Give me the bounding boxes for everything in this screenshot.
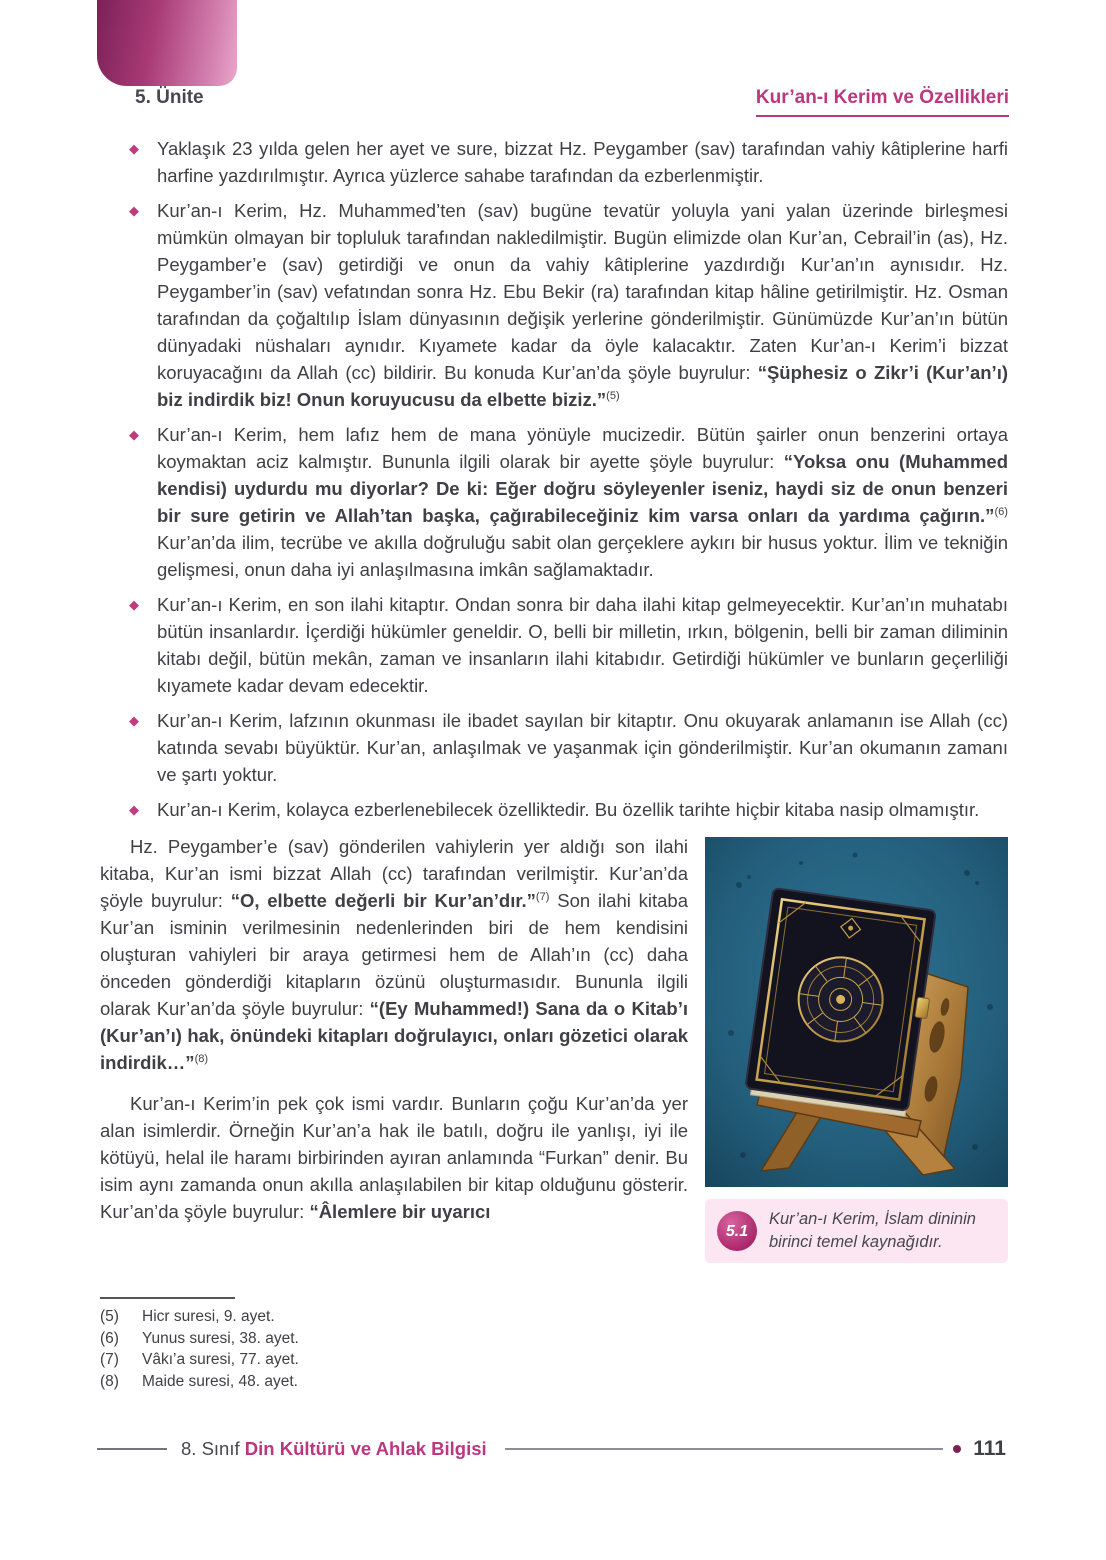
bullet-list xyxy=(100,135,1008,823)
footnote-text: Vâkı’a suresi, 77. ayet. xyxy=(142,1351,299,1368)
body-section xyxy=(100,833,1008,1269)
figure-caption-box xyxy=(705,1199,1008,1263)
footer-course-title: Din Kültürü ve Ahlak Bilgisi xyxy=(244,1438,487,1459)
diamond-bullet-icon: ◆ xyxy=(129,203,139,218)
bullet-item xyxy=(100,796,1008,823)
bullet-text: Kur’an-ı Kerim, en son ilahi kitaptır. Ondan sonra bir daha ilahi kitap gelmeyecektir. Kur’an’ın muhatabı bütün insanlardır. İçerdiği hükümler geneldir. O, belli bir milletin, ırkın, bölgenin, belli bir zaman diliminin kitabı değil, bütün mekân, zaman ve insanların ilahi kitabıdır. Getirdiği hükümler ve bunların geçerliliği kıyamete kadar devam edecektir. xyxy=(157,594,1008,696)
bullet-item xyxy=(100,135,1008,189)
footnote-separator xyxy=(100,1297,235,1299)
footnote-item xyxy=(100,1306,1106,1328)
footer-rule-long xyxy=(505,1448,944,1450)
figure-caption-text: Kur’an-ı Kerim, İslam dininin birinci temel kaynağıdır. xyxy=(769,1210,976,1251)
figure-quran xyxy=(705,837,1008,1263)
footer-course-prefix: 8. Sınıf xyxy=(181,1438,240,1459)
footnote-number: (5) xyxy=(100,1308,119,1325)
bullet-item xyxy=(100,707,1008,788)
diamond-bullet-icon: ◆ xyxy=(129,597,139,612)
bullet-text: Kur’an-ı Kerim, lafzının okunması ile ibadet sayılan bir kitaptır. Onu okuyarak anlamanın ise Allah (cc) katında sevabı büyüktür. Kur’an, anlaşılmak ve yaşanmak için gönderilmiştir. Kur’an okumanın zamanı ve şartı yoktur. xyxy=(157,710,1008,785)
page-content xyxy=(100,135,1008,1269)
figure-number-badge: 5.1 xyxy=(717,1211,757,1251)
page-header xyxy=(135,87,1009,117)
unit-label: 5. Ünite xyxy=(135,87,204,108)
footer-rule-short xyxy=(97,1448,167,1450)
footnotes xyxy=(100,1297,1106,1392)
diamond-bullet-icon: ◆ xyxy=(129,802,139,817)
bullet-item xyxy=(100,591,1008,699)
diamond-bullet-icon: ◆ xyxy=(129,141,139,156)
footer-dot-icon xyxy=(953,1445,961,1453)
bullet-item xyxy=(100,197,1008,413)
footnote-text: Maide suresi, 48. ayet. xyxy=(142,1372,298,1390)
corner-decoration xyxy=(97,0,237,86)
footnote-text: Hicr suresi, 9. ayet. xyxy=(142,1308,275,1325)
chapter-title: Kur’an-ı Kerim ve Özellikleri xyxy=(756,87,1009,117)
page-number: 111 xyxy=(973,1437,1006,1460)
bullet-text: Kur’an-ı Kerim, kolayca ezberlenebilecek özelliktedir. Bu özellik tarihte hiçbir kitaba nasip olmamıştır. xyxy=(157,799,980,820)
page-footer xyxy=(97,1437,1006,1461)
bullet-text: Kur’an-ı Kerim, Hz. Muhammed’ten (sav) bugüne tevatür yoluyla yani yalan üzerinde birleşmesi mümkün olmayan bir topluluk tarafından nakledilmiştir. Bugün elimizde olan Kur’an, Cebrail’in (as), Hz. Peygamber’e (sav) getirdiği ve onun da vahiy kâtiplerine yazdırdığı Kur’an’ın aynısıdır. Hz. Peygamber’in (sav) vefatından sonra Hz. Ebu Bekir (ra) tarafından kitap hâline getirilmiştir. Hz. Osman tarafından da çoğaltılıp İslam dünyasının değişik yerlerine gönderilmiştir. Günümüzde Kur’an’ın bütün dünyadaki nüshaları aynıdır. Kıyamete kadar da öyle kalacaktır. Zaten Kur’an-ı Kerim’i bizzat koruyacağını da Allah (cc) bildirir. Bu konuda Kur’an’da şöyle buyrulur: “Şüphesiz o Zikr’i (Kur’an’ı) biz indirdik biz! Onun koruyucusu da elbette biziz.”$^{(5)}$ xyxy=(157,200,1008,410)
footnote-item xyxy=(100,1349,1106,1371)
footnote-text: Yunus suresi, 38. ayet. xyxy=(142,1329,299,1347)
diamond-bullet-icon: ◆ xyxy=(129,713,139,728)
footer-course xyxy=(181,1438,487,1460)
footnote-number: (6) xyxy=(100,1329,119,1347)
footnote-number: (7) xyxy=(100,1351,119,1368)
diamond-bullet-icon: ◆ xyxy=(129,427,139,442)
footnote-number: (8) xyxy=(100,1372,119,1390)
paragraph: Hz. Peygamber’e (sav) gönderilen vahiylerin yer aldığı son ilahi kitaba, Kur’an ismi bizzat Allah (cc) tarafından verilmiştir. Kur’an’da şöyle buyrulur: “O, elbette değerli bir Kur’an’dır.”$^{(7)}$ Son ilahi kitaba Kur’an isminin verilmesinin nedenlerinden biri de hem kendisini oluşturan vahiyleri bir araya getirmesi hem de Allah’ın (cc) daha önceden gönderdiği kitapların özünü oluşturmasıdır. Bununla ilgili olarak Kur’an’da şöyle buyrulur: “(Ey Muhammed!) Sana da o Kitab’ı (Kur’an’ı) hak, önündeki kitapları doğrulayıcı, onları gözetici olarak indirdik…”$^{(8)}$ xyxy=(100,836,688,1073)
quran-on-rahle-photo xyxy=(705,837,1008,1187)
bullet-item xyxy=(100,421,1008,583)
bullet-text: Yaklaşık 23 yılda gelen her ayet ve sure, bizzat Hz. Peygamber (sav) tarafından vahiy kâtiplerine harfi harfine yazdırılmıştır. Ayrıca yüzlerce sahabe tarafından da ezberlenmiştir. xyxy=(157,138,1008,186)
paragraph: Kur’an-ı Kerim’in pek çok ismi vardır. Bunların çoğu Kur’an’da yer alan isimlerdir. Örneğin Kur’an’a hak ile batılı, doğru ile yanlışı, iyi ile kötüyü, helal ile haramı birbirinden ayıran anlamında “Furkan” denir. Bu isim aynı zamanda onun akılla anlaşılabilen bir kitap olduğunu gösterir. Kur’an’da şöyle buyrulur: “Âlemlere bir uyarıcı xyxy=(100,1093,688,1222)
footnote-item xyxy=(100,1371,1106,1393)
footnote-item xyxy=(100,1328,1106,1350)
bullet-text: Kur’an-ı Kerim, hem lafız hem de mana yönüyle mucizedir. Bütün şairler onun benzerini ortaya koymaktan aciz kalmıştır. Bununla ilgili olarak bir ayette şöyle buyrulur: “Yoksa onu (Muhammed kendisi) uydurdu mu diyorlar? De ki: Eğer doğru söyleyenler iseniz, haydi siz de onun benzeri bir sure getirin ve Allah’tan başka, çağırabileceğiniz kim varsa onları da yardıma çağırın.”$^{(6)}$ Kur’an’da ilim, tecrübe ve akılla doğruluğu sabit olan gerçeklere aykırı bir husus yoktur. İlim ve tekniğin gelişmesi, onun daha iyi anlaşılmasına imkân sağlamaktadır. xyxy=(157,424,1008,580)
